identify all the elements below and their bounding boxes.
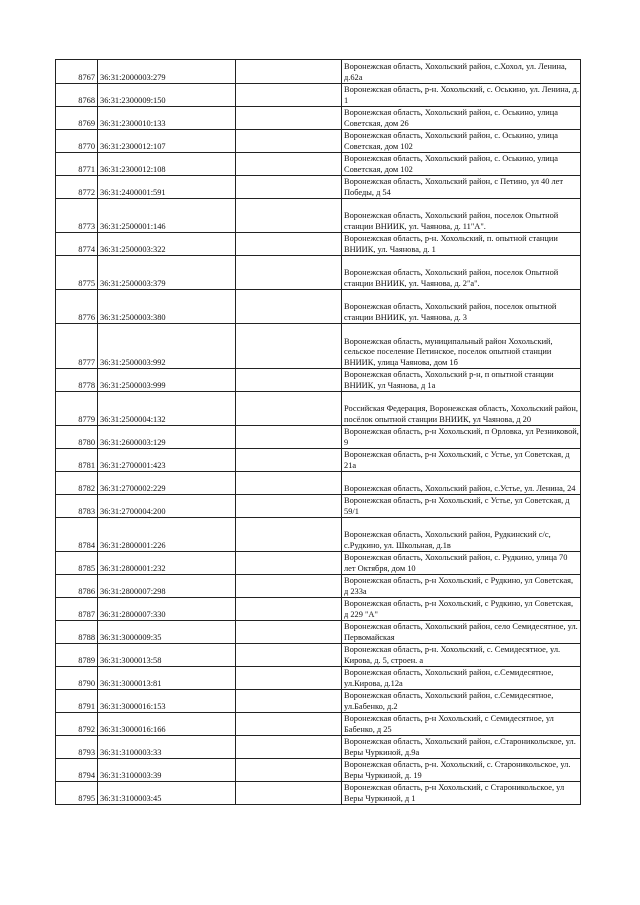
cadastral-number: 36:31:3000013:81 [98, 667, 236, 690]
address-text: Воронежская область, Хохольский район, с. Оськино, улица Советская, дом 26 [344, 108, 558, 128]
cadastral-number: 36:31:2800007:298 [98, 575, 236, 598]
address-cell [342, 233, 581, 256]
address-text: Воронежская область, Хохольский район, с Петино, ул 40 лет Победы, д 54 [344, 177, 564, 197]
table-row [56, 369, 581, 392]
address-cell [342, 644, 581, 667]
empty-cell [236, 60, 342, 84]
row-number: 8794 [56, 759, 98, 782]
row-number: 8767 [56, 60, 98, 84]
address-text: Воронежская область, Хохольский район, Рудкинский с/с, с.Рудкино, ул. Школьная, д.1в [344, 530, 551, 550]
address-text: Воронежская область, р-н Хохольский, с Староникольское, ул Веры Чуркиной, д 1 [344, 783, 565, 803]
row-number: 8776 [56, 290, 98, 324]
empty-cell [236, 552, 342, 575]
address-cell [342, 598, 581, 621]
empty-cell [236, 130, 342, 153]
empty-cell [236, 153, 342, 176]
empty-cell [236, 233, 342, 256]
address-cell [342, 324, 581, 369]
cadastral-number: 36:31:2500004:132 [98, 392, 236, 426]
row-number: 8770 [56, 130, 98, 153]
table-row [56, 690, 581, 713]
address-text: Воронежская область, Хохольский район, с.Хохол, ул. Ленина, д.62а [344, 62, 567, 82]
address-cell [342, 60, 581, 84]
table-row [56, 552, 581, 575]
row-number: 8775 [56, 256, 98, 290]
cadastral-number: 36:31:2300009:150 [98, 84, 236, 107]
row-number: 8769 [56, 107, 98, 130]
table-row [56, 324, 581, 369]
table-row [56, 782, 581, 805]
address-text: Воронежская область, муниципальный район Хохольский, сельское поселение Петинское, поселок опытной станции ВНИИК, улица Чаянова, дом 1б [344, 336, 553, 367]
cadastral-number: 36:31:3000013:58 [98, 644, 236, 667]
address-cell [342, 759, 581, 782]
empty-cell [236, 256, 342, 290]
row-number: 8773 [56, 199, 98, 233]
table-row [56, 736, 581, 759]
address-text: Воронежская область, Хохольский район, с. Оськино, улица Советская, дом 102 [344, 131, 558, 151]
address-cell [342, 667, 581, 690]
empty-cell [236, 324, 342, 369]
row-number: 8771 [56, 153, 98, 176]
address-cell [342, 426, 581, 449]
address-cell [342, 621, 581, 644]
empty-cell [236, 392, 342, 426]
address-cell [342, 369, 581, 392]
registry-table [55, 59, 581, 805]
empty-cell [236, 518, 342, 552]
table-row [56, 495, 581, 518]
cadastral-number: 36:31:2500003:322 [98, 233, 236, 256]
table-row [56, 392, 581, 426]
row-number: 8786 [56, 575, 98, 598]
table-row [56, 130, 581, 153]
address-text: Воронежская область, Хохольский район, с.Устье, ул. Ленина, 24 [344, 483, 576, 493]
address-text: Воронежская область, р-н. Хохольский, с. Староникольское, ул. Веры Чуркиной, д. 19 [344, 760, 571, 780]
address-cell [342, 153, 581, 176]
address-cell [342, 495, 581, 518]
empty-cell [236, 426, 342, 449]
empty-cell [236, 644, 342, 667]
empty-cell [236, 369, 342, 392]
table-row [56, 107, 581, 130]
empty-cell [236, 598, 342, 621]
cadastral-number: 36:31:2800007:330 [98, 598, 236, 621]
cadastral-number: 36:31:2800001:226 [98, 518, 236, 552]
empty-cell [236, 176, 342, 199]
row-number: 8795 [56, 782, 98, 805]
address-text: Воронежская область, р-н Хохольский, с Устье, ул Советская, д 21а [344, 450, 570, 470]
table-row [56, 667, 581, 690]
address-cell [342, 176, 581, 199]
table-row [56, 426, 581, 449]
address-cell [342, 713, 581, 736]
empty-cell [236, 472, 342, 495]
cadastral-number: 36:31:2500003:380 [98, 290, 236, 324]
address-cell [342, 552, 581, 575]
table-row [56, 233, 581, 256]
empty-cell [236, 290, 342, 324]
address-cell [342, 256, 581, 290]
address-cell [342, 472, 581, 495]
cadastral-number: 36:31:2300010:133 [98, 107, 236, 130]
table-row [56, 472, 581, 495]
cadastral-number: 36:31:2400001:591 [98, 176, 236, 199]
empty-cell [236, 782, 342, 805]
address-text: Воронежская область, р-н Хохольский, с Семидесятное, ул Бабенко, д 25 [344, 714, 554, 734]
address-cell [342, 449, 581, 472]
row-number: 8780 [56, 426, 98, 449]
address-cell [342, 518, 581, 552]
address-text: Воронежская область, Хохольский район, поселок опытной станции ВНИИК, ул. Чаянова, д. 3 [344, 302, 557, 322]
row-number: 8777 [56, 324, 98, 369]
address-text: Воронежская область, Хохольский район, с. Оськино, улица Советская, дом 102 [344, 154, 558, 174]
address-text: Воронежская область, Хохольский р-н, п опытной станции ВНИИК, ул Чаянова, д 1а [344, 370, 554, 390]
table-row [56, 256, 581, 290]
row-number: 8792 [56, 713, 98, 736]
row-number: 8793 [56, 736, 98, 759]
row-number: 8768 [56, 84, 98, 107]
cadastral-number: 36:31:2600003:129 [98, 426, 236, 449]
address-cell [342, 736, 581, 759]
address-text: Воронежская область, Хохольский район, село Семидесятное, ул. Первомайская [344, 622, 578, 642]
table-row [56, 290, 581, 324]
empty-cell [236, 667, 342, 690]
cadastral-number: 36:31:2800001:232 [98, 552, 236, 575]
address-cell [342, 392, 581, 426]
cadastral-number: 36:31:3000009:35 [98, 621, 236, 644]
empty-cell [236, 84, 342, 107]
table-row [56, 176, 581, 199]
address-text: Воронежская область, р-н Хохольский, п Орловка, ул Резниковой, 9 [344, 427, 579, 447]
address-text: Воронежская область, р-н. Хохольский, с. Оськино, ул. Ленина, д. 1 [344, 85, 579, 105]
table-row [56, 60, 581, 84]
address-cell [342, 290, 581, 324]
row-number: 8790 [56, 667, 98, 690]
address-text: Воронежская область, Хохольский район, с.Староникольское, ул. Веры Чуркиной, д.9а [344, 737, 576, 757]
cadastral-number: 36:31:2500001:146 [98, 199, 236, 233]
empty-cell [236, 621, 342, 644]
row-number: 8774 [56, 233, 98, 256]
row-number: 8789 [56, 644, 98, 667]
row-number: 8772 [56, 176, 98, 199]
cadastral-number: 36:31:3100003:39 [98, 759, 236, 782]
row-number: 8781 [56, 449, 98, 472]
empty-cell [236, 449, 342, 472]
empty-cell [236, 759, 342, 782]
cadastral-number: 36:31:2700002:229 [98, 472, 236, 495]
table-row [56, 153, 581, 176]
cadastral-number: 36:31:2500003:999 [98, 369, 236, 392]
empty-cell [236, 199, 342, 233]
table-row [56, 199, 581, 233]
empty-cell [236, 690, 342, 713]
cadastral-number: 36:31:2700001:423 [98, 449, 236, 472]
empty-cell [236, 495, 342, 518]
address-cell [342, 782, 581, 805]
table-row [56, 621, 581, 644]
table-row [56, 598, 581, 621]
empty-cell [236, 713, 342, 736]
address-cell [342, 690, 581, 713]
empty-cell [236, 575, 342, 598]
table-row [56, 575, 581, 598]
cadastral-number: 36:31:3000016:153 [98, 690, 236, 713]
address-text: Воронежская область, р-н Хохольский, с Рудкино, ул Советская, д 229 "А" [344, 599, 574, 619]
cadastral-number: 36:31:3100003:33 [98, 736, 236, 759]
cadastral-number: 36:31:2500003:379 [98, 256, 236, 290]
row-number: 8782 [56, 472, 98, 495]
address-text: Воронежская область, Хохольский район, поселок Опытной станции ВНИИК, ул. Чаянова, д. 2"а". [344, 268, 559, 288]
cadastral-number: 36:31:2700004:200 [98, 495, 236, 518]
address-text: Воронежская область, р-н. Хохольский, с. Семидесятное, ул. Кирова, д. 5, строен. а [344, 645, 561, 665]
cadastral-number: 36:31:3100003:45 [98, 782, 236, 805]
row-number: 8785 [56, 552, 98, 575]
address-cell [342, 84, 581, 107]
row-number: 8784 [56, 518, 98, 552]
row-number: 8778 [56, 369, 98, 392]
address-text: Воронежская область, Хохольский район, поселок Опытной станции ВНИИК, ул. Чаянова, д. 11"А". [344, 211, 559, 231]
table-row [56, 713, 581, 736]
row-number: 8788 [56, 621, 98, 644]
cadastral-number: 36:31:2300012:107 [98, 130, 236, 153]
empty-cell [236, 736, 342, 759]
table-row [56, 84, 581, 107]
empty-cell [236, 107, 342, 130]
row-number: 8779 [56, 392, 98, 426]
address-text: Воронежская область, Хохольский район, с.Семидесятное, ул.Бабенко, д.2 [344, 691, 554, 711]
table-row [56, 759, 581, 782]
cadastral-number: 36:31:2000003:279 [98, 60, 236, 84]
table-row [56, 518, 581, 552]
address-text: Российская Федерация, Воронежская область, Хохольский район, посёлок опытной станции ВНИИК, ул Чаянова, д 20 [344, 404, 578, 424]
address-text: Воронежская область, р-н Хохольский, с Устье, ул Советская, д 59/1 [344, 496, 570, 516]
address-cell [342, 199, 581, 233]
address-text: Воронежская область, Хохольский район, с. Рудкино, улица 70 лет Октября, дом 10 [344, 553, 568, 573]
address-text: Воронежская область, р-н Хохольский, с Рудкино, ул Советская, д 233а [344, 576, 574, 596]
row-number: 8787 [56, 598, 98, 621]
row-number: 8791 [56, 690, 98, 713]
address-cell [342, 107, 581, 130]
table-row [56, 644, 581, 667]
registry-sheet [55, 59, 577, 805]
table-row [56, 449, 581, 472]
cadastral-number: 36:31:3000016:166 [98, 713, 236, 736]
address-cell [342, 575, 581, 598]
address-cell [342, 130, 581, 153]
cadastral-number: 36:31:2300012:108 [98, 153, 236, 176]
cadastral-number: 36:31:2500003:992 [98, 324, 236, 369]
address-text: Воронежская область, р-н. Хохольский, п. опытной станции ВНИИК, ул. Чаянова, д. 1 [344, 234, 558, 254]
registry-table-body [56, 60, 581, 805]
address-text: Воронежская область, Хохольский район, с.Семидесятное, ул.Кирова, д.12а [344, 668, 554, 688]
row-number: 8783 [56, 495, 98, 518]
